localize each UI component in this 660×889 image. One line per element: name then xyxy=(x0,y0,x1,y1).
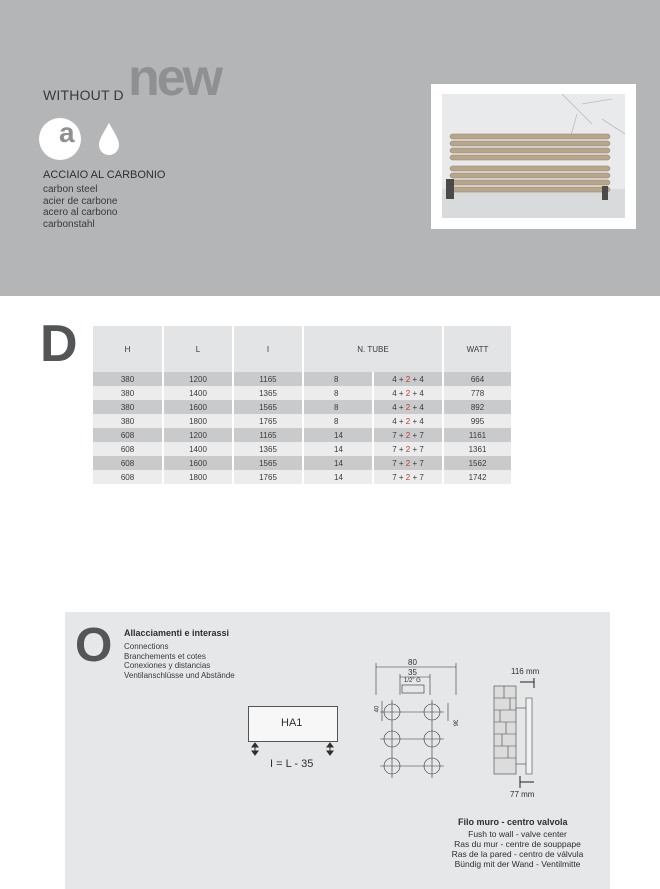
cell-config xyxy=(373,428,443,442)
ha1-model-label: HA1 xyxy=(281,717,303,729)
config-plus: + xyxy=(410,472,420,482)
cell-i: 1565 xyxy=(233,456,303,470)
wall-valve-translation: Ras de la pared - centro de válvula xyxy=(451,849,584,859)
dim-35: 35 xyxy=(408,668,417,677)
config-part: 4 xyxy=(392,402,397,412)
material-translations xyxy=(43,184,118,230)
cell-config xyxy=(373,400,443,414)
cell-h: 608 xyxy=(93,442,163,456)
dim-36: 36 xyxy=(451,719,458,727)
connections-title: Allacciamenti e interassi xyxy=(124,628,230,638)
config-part: 4 xyxy=(419,416,424,426)
config-part: 4 xyxy=(419,388,424,398)
new-logo xyxy=(128,49,221,107)
cell-watt: 1161 xyxy=(443,428,511,442)
cell-config xyxy=(373,386,443,400)
product-photo xyxy=(442,94,625,218)
table-row xyxy=(93,400,511,414)
cell-i: 1165 xyxy=(233,428,303,442)
dim-116mm: 116 mm xyxy=(511,667,540,676)
section-d-letter: D xyxy=(40,315,78,373)
cell-h: 608 xyxy=(93,428,163,442)
config-part: 7 xyxy=(419,472,424,482)
col-l: L xyxy=(163,326,233,372)
dim-thread: 1/2" G xyxy=(404,678,421,684)
material-badge xyxy=(39,118,81,160)
table-row xyxy=(93,386,511,400)
cell-i: 1765 xyxy=(233,470,303,484)
config-part: 7 xyxy=(392,472,397,482)
wall-valve-translations xyxy=(445,829,590,869)
new-logo-text: new xyxy=(128,49,221,107)
config-part: 7 xyxy=(419,458,424,468)
config-part: 7 xyxy=(419,444,424,454)
config-part: 7 xyxy=(419,430,424,440)
cell-tubes: 8 xyxy=(303,414,373,428)
wall-valve-title: Filo muro - centro valvola xyxy=(458,817,568,827)
cell-h: 380 xyxy=(93,386,163,400)
connections-translation: Connections xyxy=(124,642,169,651)
cell-tubes: 8 xyxy=(303,386,373,400)
without-d-label: WITHOUT D xyxy=(43,87,124,103)
config-part-middle: 2 xyxy=(405,374,411,384)
col-h: H xyxy=(93,326,163,372)
cell-watt: 778 xyxy=(443,386,511,400)
cell-i: 1765 xyxy=(233,414,303,428)
config-plus: + xyxy=(410,416,420,426)
config-plus: + xyxy=(396,472,406,482)
cell-config xyxy=(373,456,443,470)
cell-l: 1800 xyxy=(163,470,233,484)
config-part: 4 xyxy=(392,416,397,426)
table-row xyxy=(93,372,511,386)
cell-config xyxy=(373,414,443,428)
config-part-middle: 2 xyxy=(405,402,411,412)
cell-i: 1165 xyxy=(233,372,303,386)
config-part-middle: 2 xyxy=(405,416,411,426)
cell-l: 1400 xyxy=(163,442,233,456)
config-plus: + xyxy=(410,374,420,384)
connections-translations xyxy=(124,642,235,680)
cell-tubes: 8 xyxy=(303,400,373,414)
cell-i: 1565 xyxy=(233,400,303,414)
connections-translation: Branchements et cotes xyxy=(124,651,206,661)
table-row xyxy=(93,456,511,470)
cell-l: 1600 xyxy=(163,456,233,470)
connections-translation: Conexiones y distancias xyxy=(124,661,211,671)
config-part-middle: 2 xyxy=(405,472,411,482)
wall-side-diagram xyxy=(492,678,544,788)
config-part: 4 xyxy=(392,388,397,398)
cell-watt: 664 xyxy=(443,372,511,386)
config-plus: + xyxy=(396,444,406,454)
dim-40: 40 xyxy=(374,705,381,713)
cell-watt: 1562 xyxy=(443,456,511,470)
valve-front-diagram xyxy=(372,655,464,780)
cell-h: 608 xyxy=(93,456,163,470)
config-part: 4 xyxy=(392,374,397,384)
wall-valve-translation: Bündig mit der Wand - Ventilmitte xyxy=(454,859,581,869)
spec-table xyxy=(93,326,511,484)
config-part: 4 xyxy=(419,374,424,384)
cell-watt: 892 xyxy=(443,400,511,414)
spec-table-header xyxy=(93,326,511,372)
col-n-tube: N. TUBE xyxy=(303,326,443,372)
config-part: 7 xyxy=(392,444,397,454)
config-plus: + xyxy=(410,430,420,440)
cell-config xyxy=(373,372,443,386)
config-part-middle: 2 xyxy=(405,458,411,468)
config-plus: + xyxy=(410,444,420,454)
table-row xyxy=(93,470,511,484)
material-translation: acero al carbono xyxy=(43,207,118,218)
config-part: 4 xyxy=(419,402,424,412)
cell-h: 608 xyxy=(93,470,163,484)
config-plus: + xyxy=(410,402,420,412)
material-title: ACCIAIO AL CARBONIO xyxy=(43,169,166,181)
wall-valve-translation: Fush to wall - valve center xyxy=(468,829,567,839)
cell-h: 380 xyxy=(93,372,163,386)
config-plus: + xyxy=(396,388,406,398)
cell-watt: 1742 xyxy=(443,470,511,484)
dim-80: 80 xyxy=(408,658,417,667)
cell-l: 1200 xyxy=(163,372,233,386)
section-o-letter: O xyxy=(75,619,113,672)
table-row xyxy=(93,428,511,442)
cell-l: 1600 xyxy=(163,400,233,414)
cell-watt: 995 xyxy=(443,414,511,428)
cell-tubes: 14 xyxy=(303,442,373,456)
cell-watt: 1361 xyxy=(443,442,511,456)
material-translation: acier de carbone xyxy=(43,195,118,207)
radiator-image xyxy=(442,94,625,218)
cell-h: 380 xyxy=(93,400,163,414)
config-plus: + xyxy=(396,402,406,412)
config-part-middle: 2 xyxy=(405,430,411,440)
cell-l: 1200 xyxy=(163,428,233,442)
wall-valve-translation: Ras du mur - centre de souppape xyxy=(454,839,581,849)
config-plus: + xyxy=(396,374,406,384)
col-i: I xyxy=(233,326,303,372)
cell-i: 1365 xyxy=(233,386,303,400)
cell-tubes: 8 xyxy=(303,372,373,386)
config-part: 7 xyxy=(392,430,397,440)
interaxis-formula: I = L - 35 xyxy=(270,758,314,770)
cell-i: 1365 xyxy=(233,442,303,456)
config-plus: + xyxy=(396,458,406,468)
material-translation: carbonstahl xyxy=(43,218,95,230)
config-part-middle: 2 xyxy=(405,388,411,398)
config-plus: + xyxy=(410,388,420,398)
config-plus: + xyxy=(396,416,406,426)
cell-config xyxy=(373,442,443,456)
material-badge-letter: a xyxy=(59,117,75,148)
cell-config xyxy=(373,470,443,484)
table-row xyxy=(93,442,511,456)
connections-translation: Ventilanschlüsse und Abstände xyxy=(124,670,235,680)
water-drop-icon xyxy=(98,122,120,156)
cell-tubes: 14 xyxy=(303,428,373,442)
config-plus: + xyxy=(410,458,420,468)
table-row xyxy=(93,414,511,428)
config-part: 7 xyxy=(392,458,397,468)
cell-tubes: 14 xyxy=(303,456,373,470)
cell-tubes: 14 xyxy=(303,470,373,484)
cell-l: 1400 xyxy=(163,386,233,400)
dim-77mm: 77 mm xyxy=(510,790,535,799)
cell-l: 1800 xyxy=(163,414,233,428)
material-translation: carbon steel xyxy=(43,184,98,195)
config-part-middle: 2 xyxy=(405,444,411,454)
col-watt: WATT xyxy=(443,326,511,372)
cell-h: 380 xyxy=(93,414,163,428)
config-plus: + xyxy=(396,430,406,440)
